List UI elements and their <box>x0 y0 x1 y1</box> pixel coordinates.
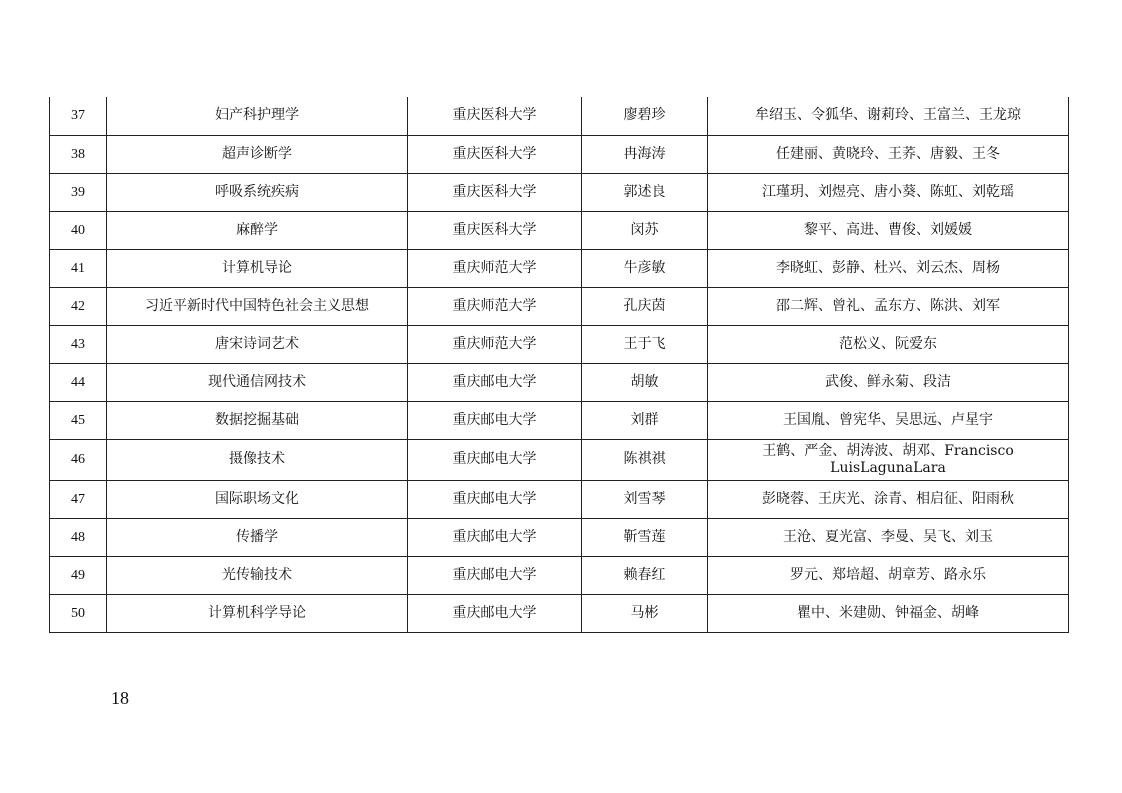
table-row <box>50 363 1069 401</box>
page-number: 18 <box>111 688 129 708</box>
cell-school: 重庆邮电大学 <box>408 480 582 518</box>
cell-members: 王沧、夏光富、李曼、吴飞、刘玉 <box>708 518 1069 556</box>
cell-school: 重庆师范大学 <box>408 287 582 325</box>
cell-members: 罗元、郑培超、胡章芳、路永乐 <box>708 556 1069 594</box>
cell-school: 重庆医科大学 <box>408 135 582 173</box>
cell-members: 范松义、阮爱东 <box>708 325 1069 363</box>
cell-school: 重庆医科大学 <box>408 97 582 135</box>
cell-course-name: 习近平新时代中国特色社会主义思想 <box>107 287 408 325</box>
table-row <box>50 439 1069 480</box>
cell-number: 48 <box>50 518 107 556</box>
course-table <box>49 97 1069 633</box>
cell-leader: 牛彦敏 <box>582 249 708 287</box>
cell-school: 重庆邮电大学 <box>408 518 582 556</box>
cell-leader: 刘群 <box>582 401 708 439</box>
cell-course-name: 数据挖掘基础 <box>107 401 408 439</box>
cell-course-name: 现代通信网技术 <box>107 363 408 401</box>
table-row <box>50 211 1069 249</box>
cell-course-name: 国际职场文化 <box>107 480 408 518</box>
cell-number: 39 <box>50 173 107 211</box>
cell-course-name: 麻醉学 <box>107 211 408 249</box>
cell-school: 重庆师范大学 <box>408 249 582 287</box>
cell-school: 重庆邮电大学 <box>408 556 582 594</box>
cell-school: 重庆医科大学 <box>408 211 582 249</box>
cell-number: 47 <box>50 480 107 518</box>
table-row <box>50 480 1069 518</box>
cell-school: 重庆医科大学 <box>408 173 582 211</box>
cell-course-name: 唐宋诗词艺术 <box>107 325 408 363</box>
table-body <box>50 97 1069 632</box>
cell-course-name: 呼吸系统疾病 <box>107 173 408 211</box>
cell-course-name: 光传输技术 <box>107 556 408 594</box>
cell-members: 邵二辉、曾礼、孟东方、陈洪、刘军 <box>708 287 1069 325</box>
table-row <box>50 401 1069 439</box>
cell-school: 重庆邮电大学 <box>408 363 582 401</box>
table-row <box>50 325 1069 363</box>
cell-number: 45 <box>50 401 107 439</box>
cell-course-name: 传播学 <box>107 518 408 556</box>
cell-school: 重庆师范大学 <box>408 325 582 363</box>
cell-members: 黎平、高进、曹俊、刘媛媛 <box>708 211 1069 249</box>
table-row <box>50 173 1069 211</box>
cell-members: 王鹤、严金、胡涛波、胡邓、Francisco LuisLagunaLara <box>708 439 1069 480</box>
cell-school: 重庆邮电大学 <box>408 594 582 632</box>
cell-leader: 陈祺祺 <box>582 439 708 480</box>
table-row <box>50 135 1069 173</box>
cell-number: 41 <box>50 249 107 287</box>
cell-leader: 廖碧珍 <box>582 97 708 135</box>
table-row <box>50 518 1069 556</box>
cell-leader: 冉海涛 <box>582 135 708 173</box>
table-row <box>50 287 1069 325</box>
cell-leader: 闵苏 <box>582 211 708 249</box>
cell-course-name: 计算机导论 <box>107 249 408 287</box>
cell-number: 46 <box>50 439 107 480</box>
cell-members: 牟绍玉、令狐华、谢莉玲、王富兰、王龙琼 <box>708 97 1069 135</box>
cell-number: 44 <box>50 363 107 401</box>
cell-number: 37 <box>50 97 107 135</box>
cell-number: 42 <box>50 287 107 325</box>
cell-number: 49 <box>50 556 107 594</box>
cell-members: 李晓虹、彭静、杜兴、刘云杰、周杨 <box>708 249 1069 287</box>
cell-leader: 王于飞 <box>582 325 708 363</box>
table-row <box>50 97 1069 135</box>
cell-course-name: 摄像技术 <box>107 439 408 480</box>
cell-leader: 刘雪琴 <box>582 480 708 518</box>
cell-course-name: 计算机科学导论 <box>107 594 408 632</box>
table-row <box>50 556 1069 594</box>
cell-members: 武俊、鲜永菊、段洁 <box>708 363 1069 401</box>
cell-leader: 郭述良 <box>582 173 708 211</box>
cell-members: 瞿中、米建勋、钟福金、胡峰 <box>708 594 1069 632</box>
cell-course-name: 妇产科护理学 <box>107 97 408 135</box>
cell-members: 彭晓蓉、王庆光、涂青、相启征、阳雨秋 <box>708 480 1069 518</box>
cell-leader: 马彬 <box>582 594 708 632</box>
cell-number: 40 <box>50 211 107 249</box>
table-row <box>50 249 1069 287</box>
cell-members: 江瑾玥、刘煜亮、唐小葵、陈虹、刘乾瑶 <box>708 173 1069 211</box>
cell-members: 任建丽、黄晓玲、王荞、唐毅、王冬 <box>708 135 1069 173</box>
cell-number: 50 <box>50 594 107 632</box>
cell-members: 王国胤、曾宪华、吴思远、卢星宇 <box>708 401 1069 439</box>
cell-school: 重庆邮电大学 <box>408 439 582 480</box>
cell-number: 38 <box>50 135 107 173</box>
cell-leader: 赖春红 <box>582 556 708 594</box>
cell-number: 43 <box>50 325 107 363</box>
cell-leader: 胡敏 <box>582 363 708 401</box>
cell-leader: 孔庆茵 <box>582 287 708 325</box>
cell-leader: 靳雪莲 <box>582 518 708 556</box>
cell-school: 重庆邮电大学 <box>408 401 582 439</box>
table-row <box>50 594 1069 632</box>
cell-course-name: 超声诊断学 <box>107 135 408 173</box>
